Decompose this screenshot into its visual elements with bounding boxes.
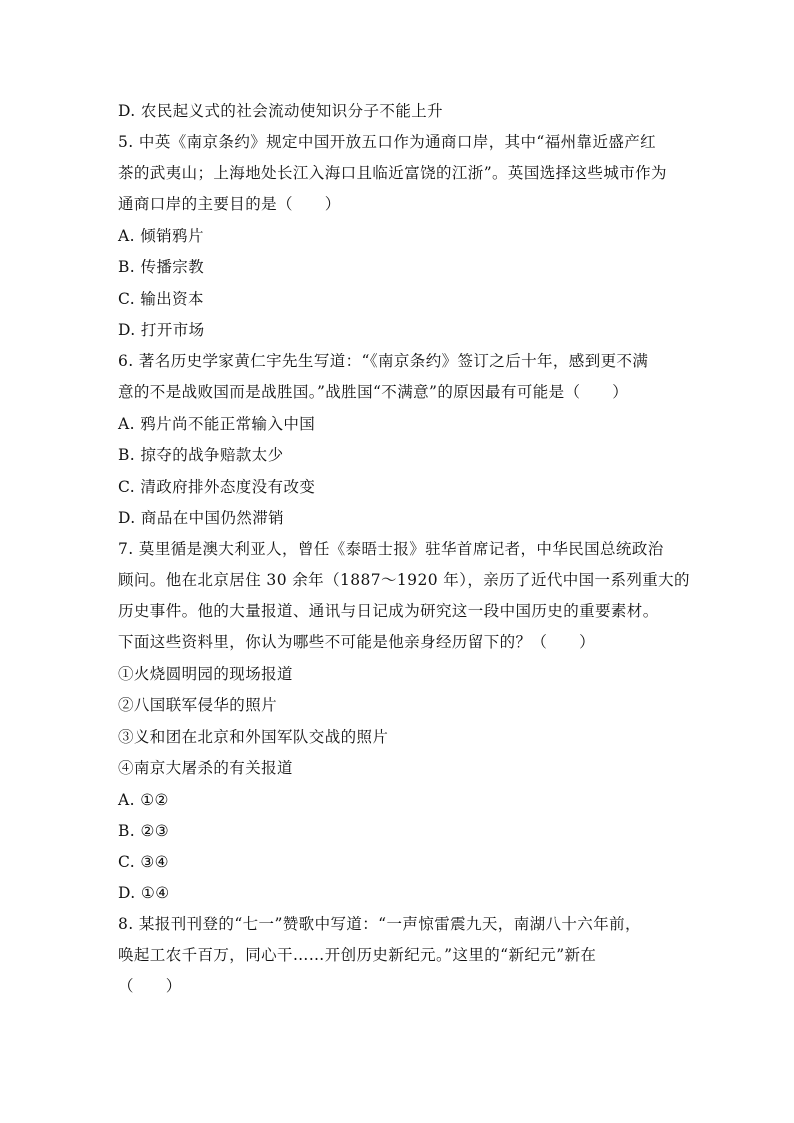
question-6-line-2: 意的不是战败国而是战胜国。”战胜国“不满意”的原因最有可能是（ ） — [118, 383, 629, 401]
option-a-q5: A. 倾销鸦片 — [118, 227, 204, 245]
question-5-line-1: 5. 中英《南京条约》规定中国开放五口作为通商口岸，其中“福州靠近盛产红 — [118, 133, 657, 151]
question-8-line-3: （ ） — [118, 977, 182, 995]
question-7-line-2: 顾问。他在北京居住 30 余年（1887～1920 年），亲历了近代中国一系列重大的 — [118, 571, 690, 589]
question-7-line-4: 下面这些资料里，你认为哪些不可能是他亲身经历留下的？（ ） — [118, 633, 596, 651]
question-8-line-1: 8. 某报刊刊登的“七一”赞歌中写道：“一声惊雷震九天，南湖八十六年前， — [118, 915, 641, 933]
option-d-q5: D. 打开市场 — [118, 321, 205, 339]
option-d-q7: D. ①④ — [118, 884, 170, 902]
question-8-line-2: 唤起工农千百万，同心干……开创历史新纪元。”这里的“新纪元”新在 — [118, 946, 597, 964]
item-2-q7: ②八国联军侵华的照片 — [118, 696, 278, 714]
question-7-line-3: 历史事件。他的大量报道、通讯与日记成为研究这一段中国历史的重要素材。 — [118, 602, 659, 620]
question-5-line-2: 茶的武夷山；上海地处长江入海口且临近富饶的江浙”。英国选择这些城市作为 — [118, 164, 667, 182]
option-c-q5: C. 输出资本 — [118, 290, 204, 308]
option-d-q4: D. 农民起义式的社会流动使知识分子不能上升 — [118, 102, 444, 120]
option-a-q6: A. 鸦片尚不能正常输入中国 — [118, 415, 316, 433]
option-d-q6: D. 商品在中国仍然滞销 — [118, 509, 285, 527]
option-c-q7: C. ③④ — [118, 853, 169, 871]
question-7-line-1: 7. 莫里循是澳大利亚人，曾任《泰晤士报》驻华首席记者，中华民国总统政治 — [118, 540, 664, 558]
question-6-line-1: 6. 著名历史学家黄仁宇先生写道：“《南京条约》签订之后十年，感到更不满 — [118, 352, 649, 370]
option-c-q6: C. 清政府排外态度没有改变 — [118, 478, 316, 496]
option-b-q6: B. 掠夺的战争赔款太少 — [118, 446, 284, 464]
item-1-q7: ①火烧圆明园的现场报道 — [118, 665, 293, 683]
item-3-q7: ③义和团在北京和外国军队交战的照片 — [118, 728, 389, 746]
item-4-q7: ④南京大屠杀的有关报道 — [118, 759, 293, 777]
option-b-q7: B. ②③ — [118, 822, 170, 840]
question-5-line-3: 通商口岸的主要目的是（ ） — [118, 195, 341, 213]
option-a-q7: A. ①② — [118, 791, 169, 809]
option-b-q5: B. 传播宗教 — [118, 258, 205, 276]
